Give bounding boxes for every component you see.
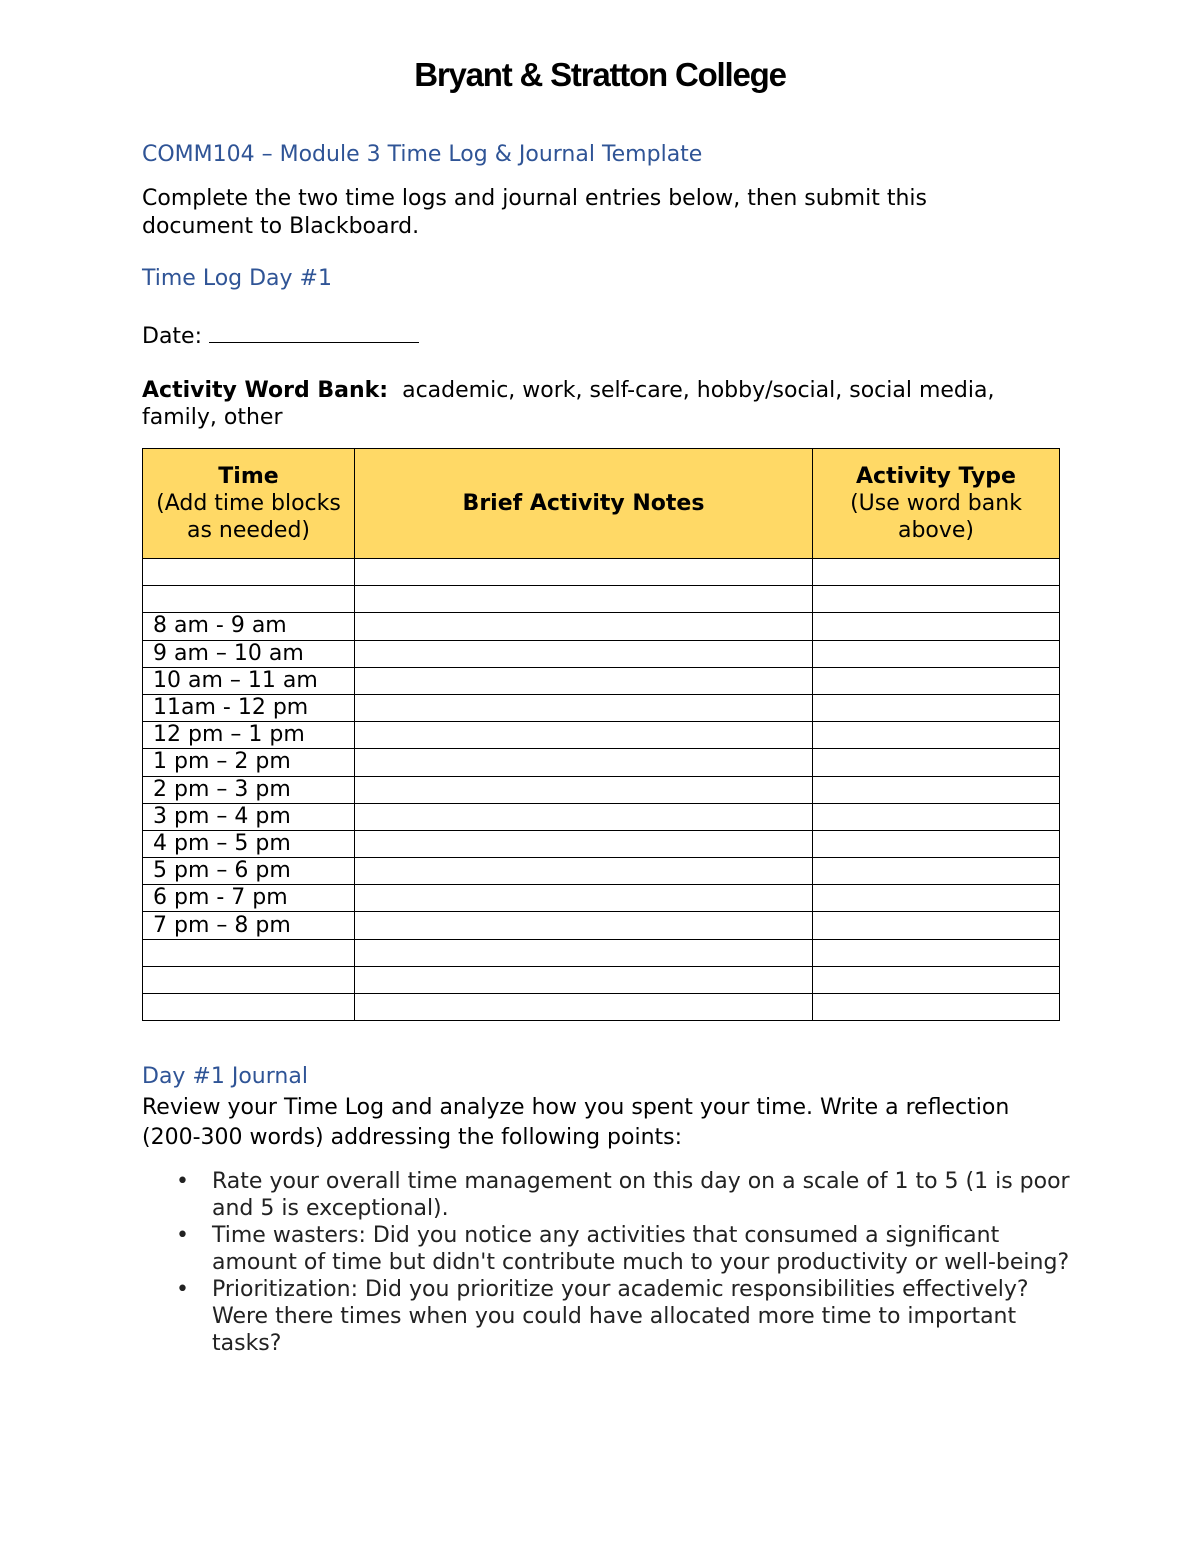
college-logo: Bryant & Stratton College bbox=[414, 56, 786, 93]
table-row bbox=[143, 640, 1060, 667]
time-cell[interactable]: 1 pm – 2 pm bbox=[143, 749, 355, 776]
time-cell[interactable]: 5 pm – 6 pm bbox=[143, 858, 355, 885]
activity-type-cell[interactable] bbox=[813, 830, 1060, 857]
activity-type-cell[interactable] bbox=[813, 586, 1060, 613]
notes-cell[interactable] bbox=[355, 667, 813, 694]
table-row bbox=[143, 830, 1060, 857]
notes-cell[interactable] bbox=[355, 830, 813, 857]
table-row bbox=[143, 559, 1060, 586]
notes-cell[interactable] bbox=[355, 966, 813, 993]
header-time-title: Time bbox=[218, 464, 279, 489]
table-row bbox=[143, 858, 1060, 885]
time-cell[interactable]: 2 pm – 3 pm bbox=[143, 776, 355, 803]
activity-type-cell[interactable] bbox=[813, 885, 1060, 912]
instructions-text: Complete the two time logs and journal entries below, then submit this document to Blackboard. bbox=[142, 186, 927, 239]
header-type-subtitle: (Use word bank above) bbox=[850, 491, 1022, 543]
bullet-icon: • bbox=[176, 1223, 189, 1248]
header-notes bbox=[355, 449, 813, 559]
bullet-text: Prioritization: Did you prioritize your academic responsibilities effectively? Were there times when you could have allocated more time to important tasks? bbox=[212, 1277, 1029, 1356]
activity-type-cell[interactable] bbox=[813, 939, 1060, 966]
activity-type-cell[interactable] bbox=[813, 912, 1060, 939]
activity-type-cell[interactable] bbox=[813, 722, 1060, 749]
notes-cell[interactable] bbox=[355, 586, 813, 613]
notes-cell[interactable] bbox=[355, 722, 813, 749]
list-item bbox=[142, 1222, 1072, 1276]
time-cell[interactable]: 11am - 12 pm bbox=[143, 694, 355, 721]
bullet-icon: • bbox=[176, 1169, 189, 1194]
table-row bbox=[143, 749, 1060, 776]
activity-type-cell[interactable] bbox=[813, 559, 1060, 586]
time-cell[interactable]: 10 am – 11 am bbox=[143, 667, 355, 694]
header-time bbox=[143, 449, 355, 559]
activity-type-cell[interactable] bbox=[813, 803, 1060, 830]
journal-heading: Day #1 Journal bbox=[142, 1064, 308, 1089]
list-item bbox=[142, 1168, 1072, 1222]
table-row bbox=[143, 885, 1060, 912]
table-row bbox=[143, 939, 1060, 966]
time-cell[interactable] bbox=[143, 939, 355, 966]
table-row bbox=[143, 966, 1060, 993]
activity-type-cell[interactable] bbox=[813, 749, 1060, 776]
table-row bbox=[143, 613, 1060, 640]
notes-cell[interactable] bbox=[355, 559, 813, 586]
time-cell[interactable] bbox=[143, 966, 355, 993]
table-row bbox=[143, 776, 1060, 803]
time-log-heading: Time Log Day #1 bbox=[142, 266, 332, 291]
table-header-row bbox=[143, 449, 1060, 559]
table-row bbox=[143, 586, 1060, 613]
word-bank-text: academic, work, self-care, hobby/social, social media, family, other bbox=[142, 378, 995, 430]
time-cell[interactable]: 7 pm – 8 pm bbox=[143, 912, 355, 939]
activity-word-bank bbox=[142, 377, 1072, 431]
table-row bbox=[143, 722, 1060, 749]
table-row bbox=[143, 803, 1060, 830]
notes-cell[interactable] bbox=[355, 912, 813, 939]
table-row bbox=[143, 694, 1060, 721]
notes-cell[interactable] bbox=[355, 613, 813, 640]
notes-cell[interactable] bbox=[355, 803, 813, 830]
date-line bbox=[142, 322, 419, 351]
notes-cell[interactable] bbox=[355, 694, 813, 721]
activity-type-cell[interactable] bbox=[813, 966, 1060, 993]
activity-type-cell[interactable] bbox=[813, 858, 1060, 885]
notes-cell[interactable] bbox=[355, 776, 813, 803]
bullet-icon: • bbox=[176, 1277, 189, 1302]
word-bank-label: Activity Word Bank: bbox=[142, 378, 389, 403]
activity-type-cell[interactable] bbox=[813, 613, 1060, 640]
list-item bbox=[142, 1276, 1072, 1357]
journal-instructions: Review your Time Log and analyze how you spent your time. Write a reflection (200-300 words) addressing the following points: bbox=[142, 1095, 1010, 1150]
time-cell[interactable]: 9 am – 10 am bbox=[143, 640, 355, 667]
time-log-table bbox=[142, 448, 1060, 1021]
header-time-subtitle: (Add time blocks as needed) bbox=[156, 491, 341, 543]
header-activity-type bbox=[813, 449, 1060, 559]
table-row bbox=[143, 994, 1060, 1021]
document-title: COMM104 – Module 3 Time Log & Journal Template bbox=[142, 142, 703, 167]
time-cell[interactable] bbox=[143, 586, 355, 613]
date-blank-field[interactable] bbox=[209, 322, 419, 343]
activity-type-cell[interactable] bbox=[813, 776, 1060, 803]
table-row bbox=[143, 667, 1060, 694]
notes-cell[interactable] bbox=[355, 640, 813, 667]
time-log-body bbox=[143, 559, 1060, 1021]
notes-cell[interactable] bbox=[355, 994, 813, 1021]
header-notes-title: Brief Activity Notes bbox=[462, 491, 705, 516]
time-cell[interactable]: 6 pm - 7 pm bbox=[143, 885, 355, 912]
notes-cell[interactable] bbox=[355, 939, 813, 966]
time-cell[interactable]: 12 pm – 1 pm bbox=[143, 722, 355, 749]
bullet-text: Time wasters: Did you notice any activities that consumed a significant amount of time but didn't contribute much to your productivity or well-being? bbox=[212, 1223, 1070, 1275]
activity-type-cell[interactable] bbox=[813, 667, 1060, 694]
journal-points-list bbox=[142, 1168, 1072, 1357]
time-cell[interactable] bbox=[143, 994, 355, 1021]
header-type-title: Activity Type bbox=[856, 464, 1016, 489]
activity-type-cell[interactable] bbox=[813, 640, 1060, 667]
notes-cell[interactable] bbox=[355, 858, 813, 885]
time-cell[interactable]: 4 pm – 5 pm bbox=[143, 830, 355, 857]
notes-cell[interactable] bbox=[355, 749, 813, 776]
notes-cell[interactable] bbox=[355, 885, 813, 912]
table-row bbox=[143, 912, 1060, 939]
bullet-text: Rate your overall time management on this day on a scale of 1 to 5 (1 is poor and 5 is exceptional). bbox=[212, 1169, 1070, 1221]
time-cell[interactable] bbox=[143, 559, 355, 586]
time-cell[interactable]: 8 am - 9 am bbox=[143, 613, 355, 640]
activity-type-cell[interactable] bbox=[813, 694, 1060, 721]
time-cell[interactable]: 3 pm – 4 pm bbox=[143, 803, 355, 830]
date-label: Date: bbox=[142, 324, 202, 349]
activity-type-cell[interactable] bbox=[813, 994, 1060, 1021]
